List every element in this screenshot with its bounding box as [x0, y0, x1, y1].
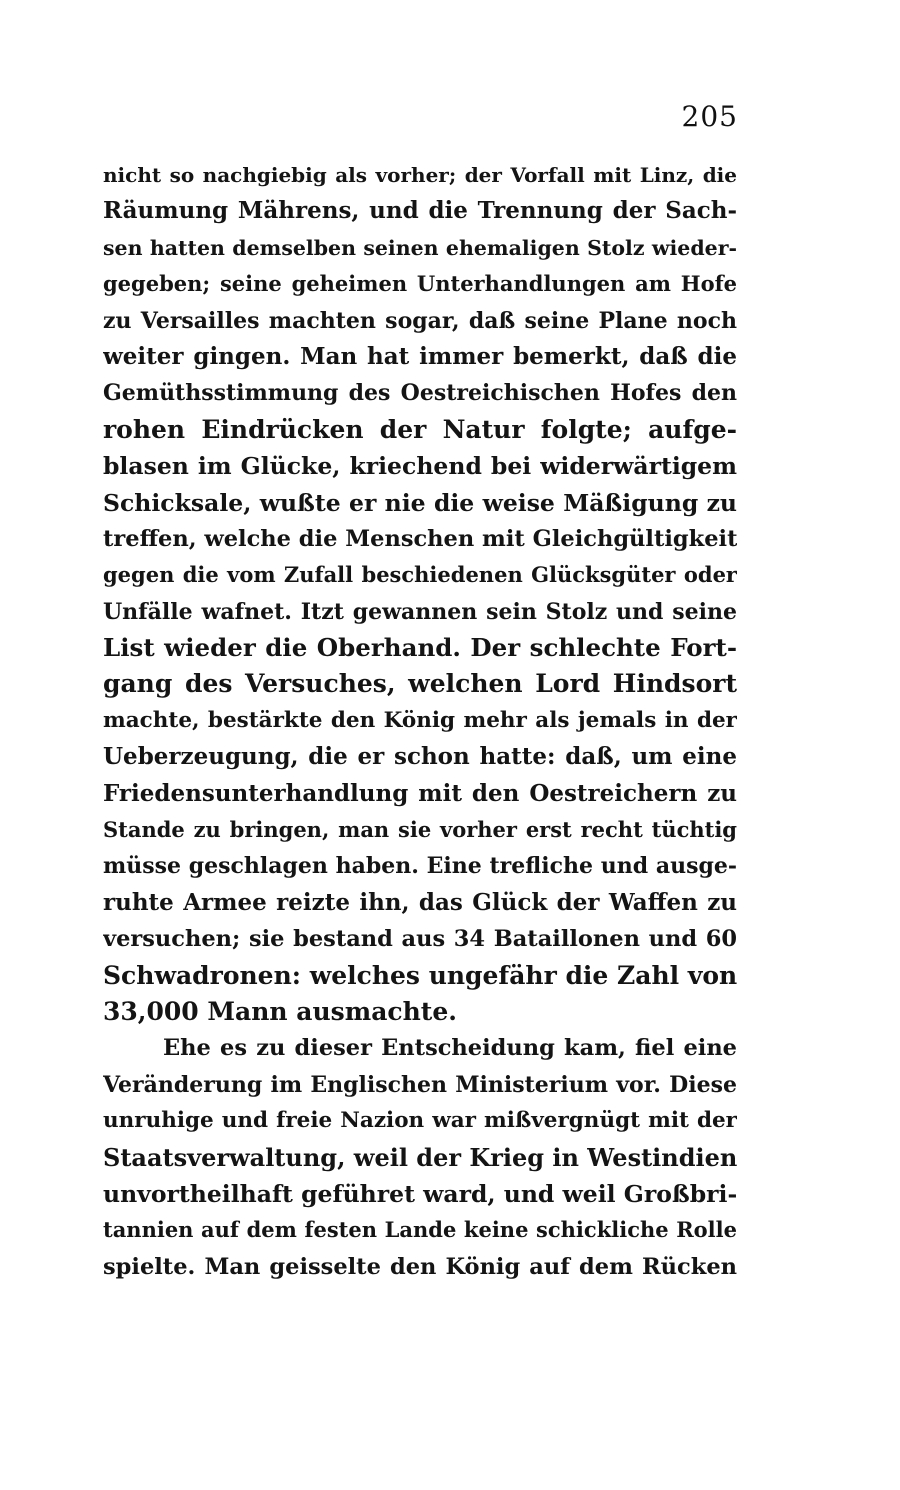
text-line: zu Versailles machten sogar, daß seine Plane noch	[103, 307, 737, 334]
text-line: blasen im Glücke, kriechend bei widerwärtigem	[103, 452, 737, 481]
text-line: versuchen; sie bestand aus 34 Bataillonen und 60	[103, 926, 737, 953]
text-line: unruhige und freie Nazion war mißvergnügt mit der	[103, 1108, 737, 1134]
text-line: Ehe es zu dieser Entscheidung kam, fiel eine	[163, 1035, 737, 1062]
text-line: gegen die vom Zufall beschiedenen Glücksgüter oder	[103, 562, 737, 588]
text-line: Staatsverwaltung, weil der Krieg in Westindien	[103, 1142, 737, 1172]
text-line: tannien auf dem festen Lande keine schickliche Rolle	[103, 1217, 737, 1243]
page-number: 205	[681, 100, 738, 133]
text-line: weiter gingen. Man hat immer bemerkt, daß die	[103, 342, 737, 370]
text-line: unvortheilhaft geführet ward, und weil Großbri-	[103, 1179, 737, 1208]
text-line: Stande zu bringen, man sie vorher erst recht tüchtig	[103, 817, 737, 843]
text-line: Unfälle wafnet. Itzt gewannen sein Stolz und seine	[103, 598, 737, 625]
text-line: 33,000 Mann ausmachte.	[103, 996, 457, 1026]
text-line: rohen Eindrücken der Natur folgte; aufge-	[103, 414, 737, 444]
paragraph-2	[103, 1030, 737, 1285]
text-line: Veränderung im Englischen Ministerium vor. Diese	[103, 1071, 737, 1098]
text-line: List wieder die Oberhand. Der schlechte Fort-	[103, 633, 737, 663]
text-line: Ueberzeugung, die er schon hatte: daß, um eine	[103, 743, 737, 771]
text-line: müsse geschlagen haben. Eine trefliche und ausge-	[103, 853, 737, 880]
text-line: gegeben; seine geheimen Unterhandlungen am Hofe	[103, 271, 737, 297]
text-line: spielte. Man geisselte den König auf dem Rücken	[103, 1253, 737, 1280]
text-line: Schicksale, wußte er nie die weise Mäßigung zu	[103, 488, 737, 517]
paragraph-1	[103, 157, 737, 1030]
text-line: Schwadronen: welches ungefähr die Zahl von	[103, 960, 737, 990]
text-line: Gemüthsstimmung des Oestreichischen Hofes den	[103, 380, 737, 407]
text-line: sen hatten demselben seinen ehemaligen Stolz wieder-	[103, 235, 737, 260]
text-line: Räumung Mährens, und die Trennung der Sach-	[103, 197, 737, 225]
text-line: ruhte Armee reizte ihn, das Glück der Waffen zu	[103, 888, 737, 916]
text-line: Friedensunterhandlung mit den Oestreichern zu	[103, 779, 737, 807]
text-line: nicht so nachgiebig als vorher; der Vorfall mit Linz, die	[103, 163, 737, 187]
text-line: machte, bestärkte den König mehr als jemals in der	[103, 707, 737, 733]
text-line: gang des Versuches, welchen Lord Hindsort	[103, 669, 737, 699]
body-text	[103, 157, 737, 1285]
text-line: treffen, welche die Menschen mit Gleichgültigkeit	[103, 525, 737, 552]
